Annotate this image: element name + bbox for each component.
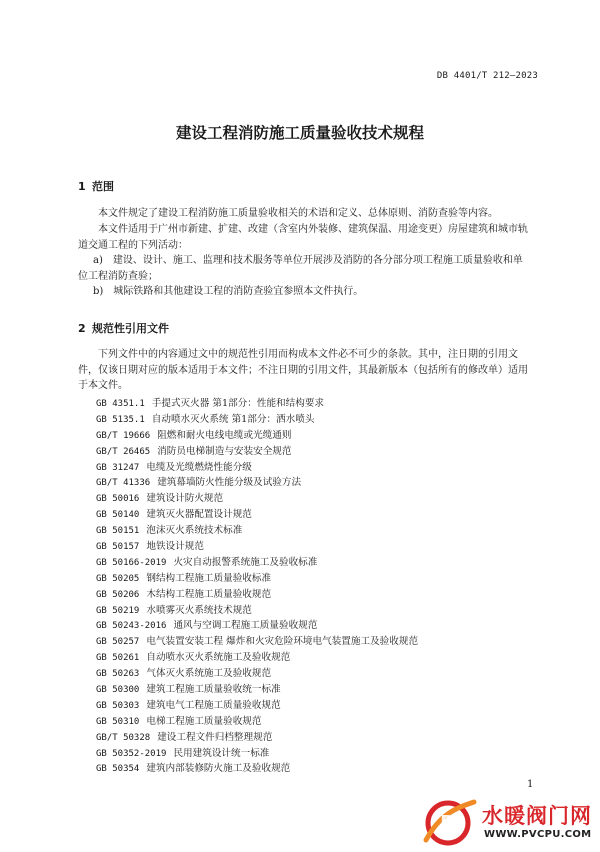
reference-item — [96, 618, 418, 634]
reference-name: 民用建筑设计统一标准 — [173, 747, 270, 759]
watermark-logo-icon — [418, 796, 480, 848]
reference-item — [96, 412, 418, 428]
reference-code: GB 50206 — [96, 589, 140, 600]
section-number: 1 — [78, 180, 86, 193]
reference-name: 建筑幕墙防火性能分级及试验方法 — [157, 477, 302, 489]
reference-item — [96, 730, 418, 746]
reference-name: 通风与空调工程施工质量验收规范 — [173, 620, 318, 632]
reference-code: GB 50257 — [96, 637, 140, 648]
reference-name: 建设工程文件归档整理规范 — [157, 731, 273, 743]
reference-name: 消防员电梯制造与安装安全规范 — [157, 445, 292, 457]
reference-name: 水喷雾灭火系统技术规范 — [146, 604, 252, 616]
document-code: DB 4401/T 212—2023 — [436, 71, 538, 81]
reference-code: GB 50157 — [96, 542, 140, 553]
reference-code: GB 50205 — [96, 573, 140, 584]
watermark — [418, 796, 600, 848]
reference-item — [96, 761, 418, 777]
reference-code: GB 50263 — [96, 669, 140, 680]
reference-name: 电缆及光缆燃烧性能分级 — [146, 461, 252, 473]
reference-name: 气体灭火系统施工及验收规范 — [146, 668, 272, 680]
reference-code: GB 50300 — [96, 685, 140, 696]
reference-code: GB 50310 — [96, 716, 140, 727]
reference-item — [96, 714, 418, 730]
section-heading-normative-references — [78, 320, 169, 336]
reference-code: GB 50354 — [96, 764, 140, 775]
page-number: 1 — [527, 779, 534, 790]
scope-paragraph-1: 本文件规定了建设工程消防施工质量验收相关的术语和定义、总体原则、消防查验等内容。 — [98, 208, 498, 219]
page-title: 建设工程消防施工质量验收技术规程 — [175, 124, 424, 142]
reference-list — [96, 396, 418, 777]
reference-code: GB 50219 — [96, 605, 140, 616]
reference-name: 自动喷水灭火系统施工及验收规范 — [146, 652, 291, 664]
reference-item — [96, 460, 418, 476]
reference-name: 电梯工程施工质量验收规范 — [146, 715, 262, 727]
section-number: 2 — [78, 322, 86, 335]
reference-item — [96, 475, 418, 491]
reference-code: GB/T 19666 — [96, 430, 151, 441]
scope-paragraph-2: 本文件适用于广州市新建、扩建、改建（含室内外装修、建筑保温、用途变更）房屋建筑和城市轨道交通工程的下列活动： — [78, 224, 528, 251]
reference-name: 木结构工程施工质量验收规范 — [146, 588, 272, 600]
references-intro: 下列文件中的内容通过文中的规范性引用而构成本文件必不可少的条款。其中，注日期的引用文件，仅该日期对应的版本适用于本文件；不注日期的引用文件，其最新版本（包括所有的修改单）适用于本文件。 — [78, 349, 528, 391]
reference-item — [96, 428, 418, 444]
reference-code: GB/T 26465 — [96, 446, 151, 457]
reference-item — [96, 698, 418, 714]
reference-item — [96, 523, 418, 539]
reference-name: 阻燃和耐火电线电缆或光缆通则 — [157, 429, 292, 441]
section-heading-scope — [78, 178, 114, 194]
scope-list-item-b: b) 城际铁路和其他建设工程的消防查验宜参照本文件执行。 — [93, 286, 364, 297]
reference-item — [96, 650, 418, 666]
reference-code: GB 31247 — [96, 462, 140, 473]
reference-name: 火灾自动报警系统施工及验收标准 — [173, 556, 318, 568]
reference-item — [96, 587, 418, 603]
reference-code: GB/T 41336 — [96, 478, 151, 489]
reference-code: GB 50016 — [96, 494, 140, 505]
reference-item — [96, 666, 418, 682]
reference-item — [96, 507, 418, 523]
scope-list-item-a: a) 建设、设计、施工、监理和技术服务等单位开展涉及消防的各分部分项工程施工质量验收和单位工程消防查验； — [78, 255, 523, 282]
reference-name: 钢结构工程施工质量验收标准 — [146, 572, 272, 584]
reference-code: GB 50243-2016 — [96, 621, 167, 632]
reference-item — [96, 444, 418, 460]
reference-item — [96, 491, 418, 507]
reference-code: GB 50140 — [96, 510, 140, 521]
reference-name: 自动喷水灭火系统 第1部分：洒水喷头 — [151, 413, 315, 425]
reference-name: 电气装置安装工程 爆炸和火灾危险环境电气装置施工及验收规范 — [146, 636, 419, 648]
reference-name: 建筑内部装修防火施工及验收规范 — [146, 763, 291, 775]
reference-name: 建筑工程施工质量验收统一标准 — [146, 684, 281, 696]
reference-item — [96, 539, 418, 555]
reference-code: GB/T 50328 — [96, 732, 151, 743]
reference-item — [96, 603, 418, 619]
reference-code: GB 50261 — [96, 653, 140, 664]
svg-text:P: P — [440, 811, 455, 835]
reference-item — [96, 396, 418, 412]
reference-item — [96, 634, 418, 650]
reference-code: GB 50352-2019 — [96, 748, 167, 759]
reference-name: 建筑灭火器配置设计规范 — [146, 509, 252, 521]
watermark-url: WWW.PVCPU.COM — [484, 829, 592, 840]
reference-name: 手提式灭火器 第1部分：性能和结构要求 — [151, 398, 325, 409]
reference-code: GB 4351.1 — [96, 399, 145, 409]
watermark-brand-text: 水暖阀门网 — [482, 804, 592, 828]
section-title: 规范性引用文件 — [92, 322, 169, 335]
reference-item — [96, 746, 418, 762]
reference-item — [96, 555, 418, 571]
section-title: 范围 — [92, 180, 114, 193]
reference-name: 建筑设计防火规范 — [146, 493, 224, 505]
reference-name: 地铁设计规范 — [146, 541, 204, 553]
reference-code: GB 50166-2019 — [96, 557, 167, 568]
reference-item — [96, 682, 418, 698]
reference-code: GB 5135.1 — [96, 414, 145, 425]
reference-item — [96, 571, 418, 587]
reference-code: GB 50303 — [96, 700, 140, 711]
reference-name: 建筑电气工程施工质量验收规范 — [146, 699, 281, 711]
reference-code: GB 50151 — [96, 526, 140, 537]
reference-name: 泡沫灭火系统技术标准 — [146, 525, 243, 537]
